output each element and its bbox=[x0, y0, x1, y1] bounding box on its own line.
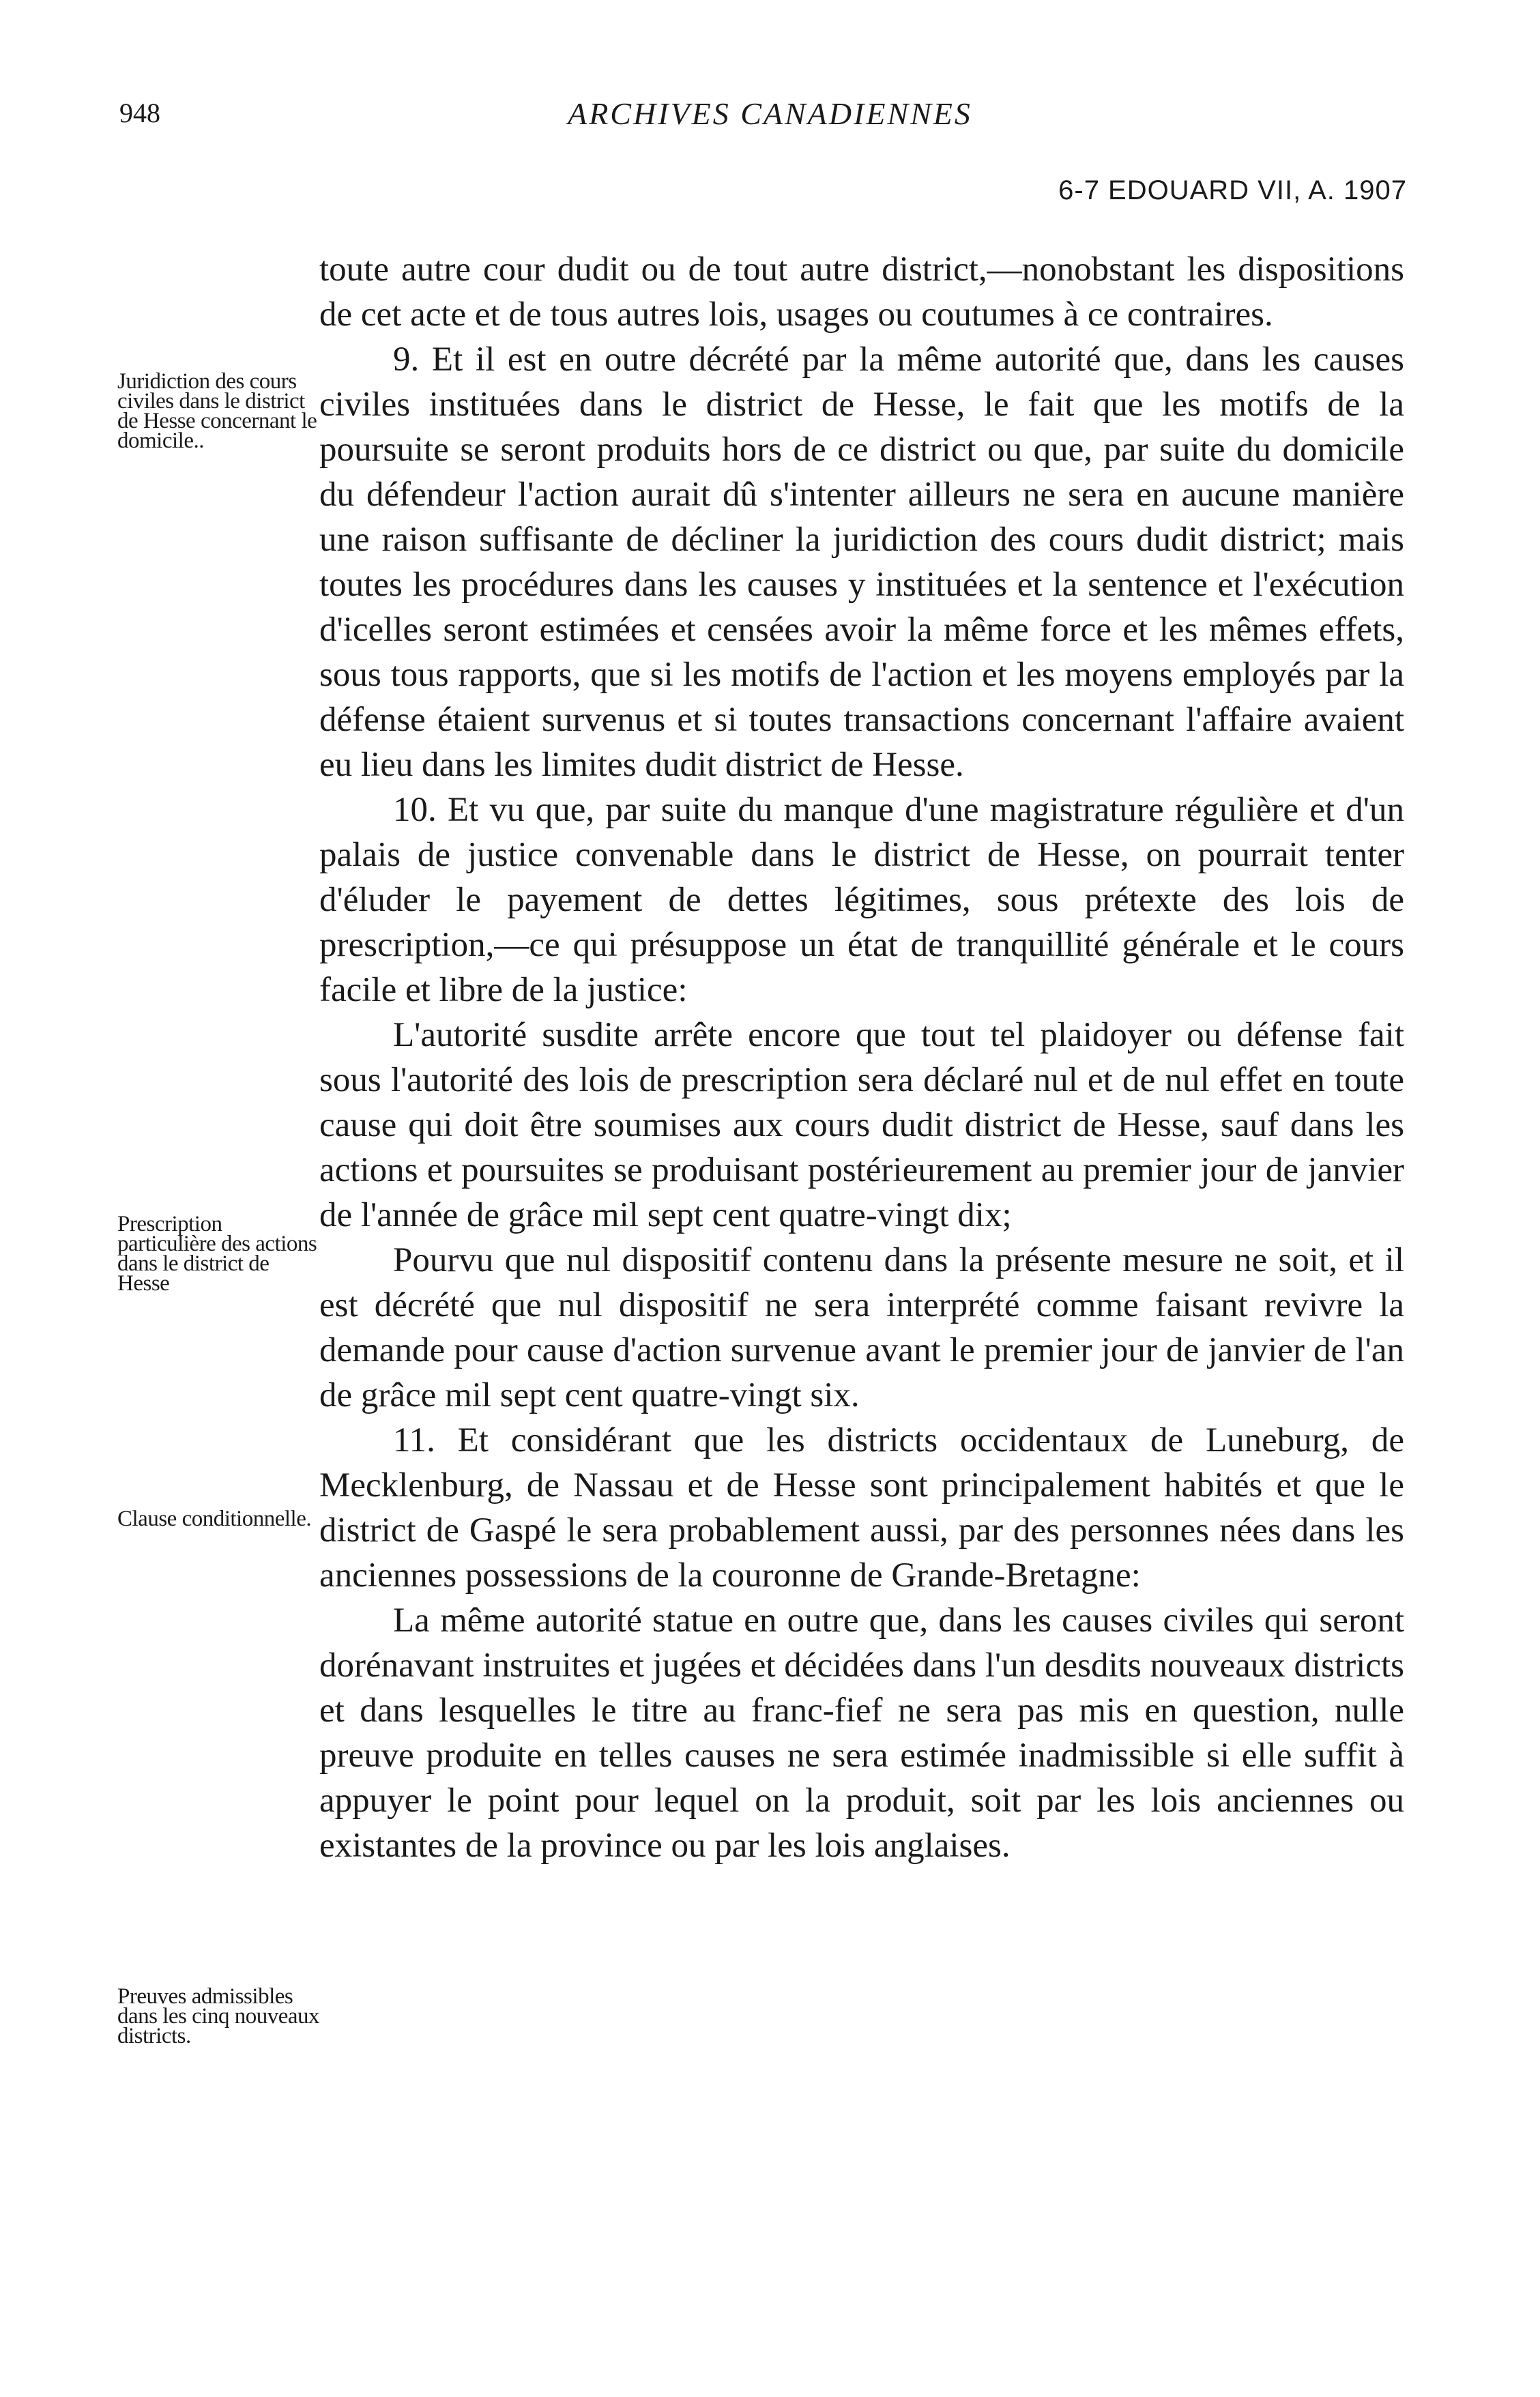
paragraph-proviso: Pourvu que nul dispositif contenu dans la présente mesure ne soit, et il est décrété que nul dispositif ne sera interprété comme faisant revivre la demande pour cause d'action survenue avant le premier jour de janvier de l'an de grâce mil sept cent quatre-vingt six. bbox=[319, 1241, 1404, 1414]
paragraph-prescription: L'autorité susdite arrête encore que tout tel plaidoyer ou défense fait sous l'autorité des lois de prescription sera déclaré nul et de nul effet en toute cause qui doit être soumises aux cours dudit district de Hesse, sauf dans les actions et poursuites se produisant postérieurement au premier jour de janvier de l'année de grâce mil sept cent quatre-vingt dix; bbox=[319, 1016, 1404, 1234]
body-text bbox=[319, 247, 1404, 1868]
paragraph-section-11: 11. Et considérant que les districts occidentaux de Luneburg, de Mecklenburg, de Nassau et de Hesse sont principalement habités et que le district de Gaspé le sera probablement aussi, par des personnes nées dans les anciennes possessions de la couronne de Grande-Bretagne: bbox=[319, 1421, 1404, 1595]
session-label: 6-7 EDOUARD VII, A. 1907 bbox=[1058, 175, 1407, 205]
side-note-prescription: Prescription particulière des actions dans le district de Hesse bbox=[117, 1212, 317, 1296]
paragraph-section-9: 9. Et il est en outre décrété par la même autorité que, dans les causes civiles instituées dans le district de Hesse, le fait que les motifs de la poursuite se seront produits hors de ce district ou que, par suite du domicile du défendeur l'action aurait dû s'intenter ailleurs ne sera en aucune manière une raison suffisante de décliner la juridiction des cours dudit district; mais toutes les procédures dans les causes y instituées et la sentence et l'exécution d'icelles seront estimées et censées avoir la même force et les mêmes effets, sous tous rapports, que si les motifs de l'action et les moyens employés par la défense étaient survenus et si toutes transactions concernant l'affaire avaient eu lieu dans les limites dudit district de Hesse. bbox=[319, 340, 1404, 784]
side-note-clause: Clause conditionnelle. bbox=[117, 1507, 312, 1531]
running-title: ARCHIVES CANADIENNES bbox=[568, 96, 972, 131]
paragraph-continuation: toute autre cour dudit ou de tout autre district,—nonobstant les dispositions de cet acte et de tous autres lois, usages ou coutumes à ce contraires. bbox=[319, 250, 1404, 334]
paragraph-evidence: La même autorité statue en outre que, dans les causes civiles qui seront dorénavant instruites et jugées et décidées dans l'un desdits nouveaux districts et dans lesquelles le titre au franc-fief ne sera pas mis en question, nulle preuve produite en telles causes ne sera estimée inadmissible si elle suffit à appuyer le point pour lequel on la produit, soit par les lois anciennes ou existantes de la province ou par les lois anglaises. bbox=[319, 1601, 1404, 1865]
side-note-preuves: Preuves admissibles dans les cinq nouveaux districts. bbox=[117, 1984, 320, 2048]
side-note-juridiction: Juridiction des cours civiles dans le district de Hesse concernant le domicile.. bbox=[117, 369, 317, 453]
page-number: 948 bbox=[119, 98, 160, 128]
paragraph-section-10: 10. Et vu que, par suite du manque d'une magistrature régulière et d'un palais de justice convenable dans le district de Hesse, on pourrait tenter d'éluder le payement de dettes légitimes, sous prétexte des lois de prescription,—ce qui présuppose un état de tranquillité générale et le cours facile et libre de la justice: bbox=[319, 791, 1404, 1009]
